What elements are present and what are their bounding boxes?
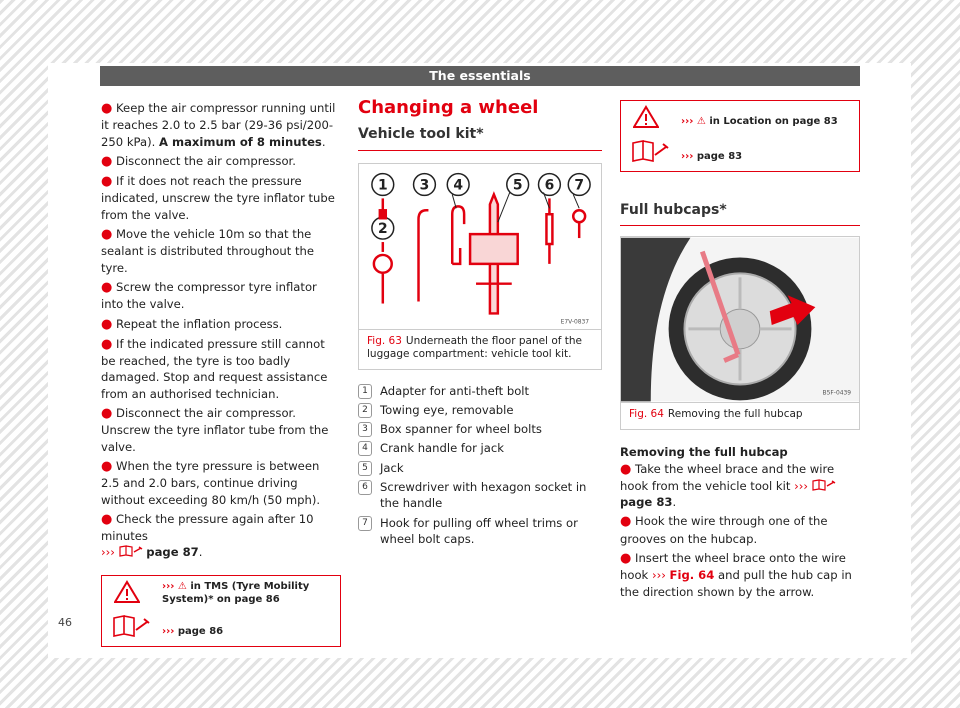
reference-box: ››› ⚠ in TMS (Tyre Mobility System)* on page 86 ››› page 86 [101, 575, 341, 647]
procedure-title: Removing the full hubcap [620, 445, 788, 460]
book-wrench-icon [631, 139, 669, 163]
list-item: ● Check the pressure again after 10 minutes ››› page 87. [101, 511, 314, 560]
book-wrench-icon [112, 614, 150, 638]
subsection-title: Full hubcaps* [620, 202, 860, 226]
page-number: 46 [58, 616, 72, 629]
list-item: ● Take the wheel brace and the wire hook from the vehicle tool kit ››› page 83. [620, 461, 835, 510]
list-item: 2 Towing eye, removable [358, 402, 602, 418]
column-middle [358, 97, 602, 550]
list-item: 6 Screwdriver with hexagon socket in the handle [358, 479, 602, 512]
list-item: 5 Jack [358, 460, 602, 476]
figure-caption: Fig. 64 Removing the full hubcap [621, 402, 859, 429]
list-item: ● Screw the compressor tyre inflator into the valve. [101, 279, 317, 312]
svg-text:3: 3 [419, 177, 430, 194]
reference-text[interactable]: in Location on page 83 [709, 116, 838, 127]
svg-text:6: 6 [544, 177, 555, 194]
svg-text:4: 4 [453, 177, 464, 194]
reference-text[interactable]: in TMS (Tyre Mobility System)* on page 86 [162, 580, 310, 605]
list-item: 7 Hook for pulling off wheel trims or wheel bolt caps. [358, 515, 602, 548]
list-item: 3 Box spanner for wheel bolts [358, 421, 602, 437]
svg-text:2: 2 [377, 220, 388, 237]
book-wrench-icon [119, 545, 143, 557]
figure-63 [358, 163, 602, 370]
page-link[interactable]: page 87 [146, 545, 199, 560]
reference-text[interactable]: page 83 [696, 151, 743, 162]
list-item: ● If it does not reach the pressure indicated, unscrew the tyre inflator tube from the valve. [101, 174, 335, 222]
reference-text[interactable]: page 86 [177, 625, 224, 637]
warning-icon [114, 580, 140, 604]
list-item: ● Disconnect the air compressor. [101, 153, 296, 169]
subsection-title: Vehicle tool kit* [358, 126, 602, 150]
reference-box: ››› ⚠ in Location on page 83 ››› page 83 [620, 100, 860, 172]
svg-text:E7V-0837: E7V-0837 [560, 317, 590, 325]
column-right [620, 100, 860, 603]
svg-text:5: 5 [512, 177, 523, 194]
figure-link[interactable]: Fig. 64 [669, 568, 715, 583]
list-item: 4 Crank handle for jack [358, 440, 602, 456]
list-item: ● Move the vehicle 10m so that the sealant is distributed throughout the tyre. [101, 227, 314, 275]
section-title: Changing a wheel [358, 97, 539, 118]
list-item: ● Disconnect the air compressor. Unscrew the tyre inflator tube from the valve. [101, 406, 329, 454]
warning-icon [633, 105, 659, 129]
list-item: ● If the indicated pressure still cannot be reached, the tyre is too badly damaged. Stop and request assistance from an authorised technician. [101, 336, 328, 401]
page-link[interactable]: page 83 [620, 495, 673, 510]
tool-list [358, 383, 602, 548]
svg-text:B5F-0439: B5F-0439 [822, 389, 852, 397]
figure-caption: Fig. 63 Underneath the floor panel of the luggage compartment: vehicle tool kit. [359, 329, 601, 369]
hubcap-illustration [621, 237, 859, 402]
list-item: ● Keep the air compressor running until it reaches 2.0 to 2.5 bar (29-36 psi/200-250 kPa). A maximum of 8 minutes. [101, 101, 336, 149]
column-left [101, 100, 341, 647]
page-header: The essentials [100, 66, 860, 86]
svg-text:7: 7 [574, 177, 585, 194]
list-item: ● Insert the wheel brace onto the wire hook ››› Fig. 64 and pull the hub cap in the direction shown by the arrow. [620, 551, 852, 599]
list-item: ● Repeat the inflation process. [101, 316, 283, 332]
book-wrench-icon [812, 479, 836, 491]
list-item: 1 Adapter for anti-theft bolt [358, 383, 602, 399]
svg-text:1: 1 [377, 177, 388, 194]
list-item: ● When the tyre pressure is between 2.5 and 2.0 bars, continue driving without exceeding 80 km/h (50 mph). [101, 458, 321, 507]
list-item: ● Hook the wire through one of the grooves on the hubcap. [620, 514, 828, 546]
figure-64 [620, 236, 860, 430]
tool-kit-illustration [359, 164, 601, 329]
